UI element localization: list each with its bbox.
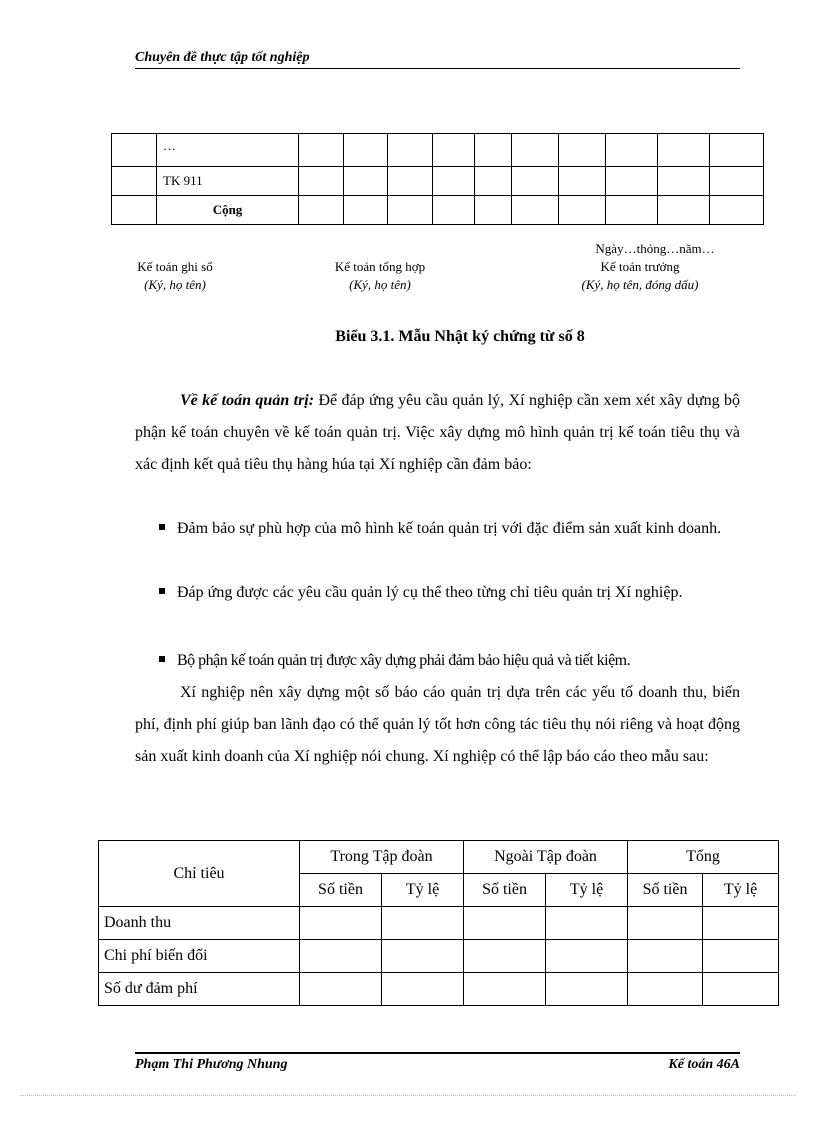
bullet-icon (159, 524, 165, 530)
bullet-text: Đảm bảo sự phù hợp của mô hình kế toán quản trị với đặc điểm sản xuất kinh doanh. (177, 520, 722, 537)
bullet-item (135, 577, 740, 609)
row-label-total: Cộng (157, 196, 299, 225)
header-amount: Số tiền (464, 874, 546, 907)
bullet-text: Đáp ứng được các yêu cầu quản lý cụ thể theo từng chỉ tiêu quản trị Xí nghiệp. (177, 584, 683, 601)
row-label: Doanh thu (99, 907, 300, 940)
header-criteria: Chỉ tiêu (99, 841, 300, 907)
row-label: … (157, 134, 299, 167)
header-group: Tổng (628, 841, 779, 874)
section-label: Về kế toán quản trị: (180, 392, 315, 409)
intro-paragraph (135, 385, 740, 481)
report-table (98, 840, 779, 1006)
header-amount: Số tiền (628, 874, 703, 907)
bullet-item (135, 513, 740, 545)
bullet-text: Bộ phận kế toán quản trị được xây dựng phải đảm bảo hiệu quả và tiết kiệm. (177, 652, 631, 669)
signature-title: Kế toán trưởng (600, 259, 680, 274)
header-group: Trong Tập đoàn (300, 841, 464, 874)
bullet-icon (159, 656, 165, 662)
table-row (99, 940, 779, 973)
signature-general (295, 258, 465, 294)
signature-bookkeeper (100, 258, 250, 294)
row-label: Số dư đảm phí (99, 973, 300, 1006)
header-rule (135, 68, 740, 69)
intro-text: Để đáp ứng yêu cầu quản lý, Xí nghiệp cần xem xét xây dựng bộ phận kế toán chuyên về kế toán quản trị. Việc xây dựng mô hình quản trị kế toán tiêu thụ và xác định kết quả tiêu thụ hàng húa tại Xí nghiệp cần đảm bảo: (135, 392, 740, 473)
conclusion-paragraph: Xí nghiệp nên xây dựng một số báo cáo quản trị dựa trên các yếu tố doanh thu, biến phí, định phí giúp ban lãnh đạo có thể quản lý tốt hơn công tác tiêu thụ nói riêng và hoạt động sản xuất kinh doanh của Xí nghiệp nói chung. Xí nghiệp có thể lập báo cáo theo mẫu sau: (135, 684, 740, 765)
page-edge-dotted-line (20, 1095, 796, 1096)
signature-chief (540, 258, 740, 294)
table-header-row (99, 841, 779, 874)
table-row (112, 196, 764, 225)
table-row (99, 907, 779, 940)
row-label: Chi phí biến đổi (99, 940, 300, 973)
signature-note: (Ký, họ tên) (144, 277, 206, 292)
bullet-icon (159, 588, 165, 594)
signature-title: Kế toán ghi sổ (137, 259, 213, 274)
header-group: Ngoài Tập đoàn (464, 841, 628, 874)
row-label: TK 911 (157, 167, 299, 196)
header-ratio: Tỷ lệ (703, 874, 779, 907)
signature-title: Kế toán tổng hợp (334, 259, 426, 274)
footer-class: Kế toán 46A (668, 1057, 740, 1072)
page-header-title: Chuyên đề thực tập tốt nghiệp (135, 50, 310, 65)
date-line: Ngày…thỏng…năm… (595, 241, 715, 256)
table-row (112, 167, 764, 196)
figure-caption: Biểu 3.1. Mẫu Nhật ký chứng từ số 8 (335, 328, 585, 345)
bullet-item (135, 645, 740, 677)
journal-table (111, 133, 764, 225)
table-row (112, 134, 764, 167)
signature-note: (Ký, họ tên) (349, 277, 411, 292)
footer-rule (135, 1052, 740, 1054)
header-ratio: Tỷ lệ (382, 874, 464, 907)
signature-note: (Ký, họ tên, đóng dấu) (581, 277, 699, 292)
footer-author: Phạm Thi Phương Nhung (135, 1057, 288, 1072)
header-ratio: Tỷ lệ (546, 874, 628, 907)
table-row (99, 973, 779, 1006)
header-amount: Số tiền (300, 874, 382, 907)
